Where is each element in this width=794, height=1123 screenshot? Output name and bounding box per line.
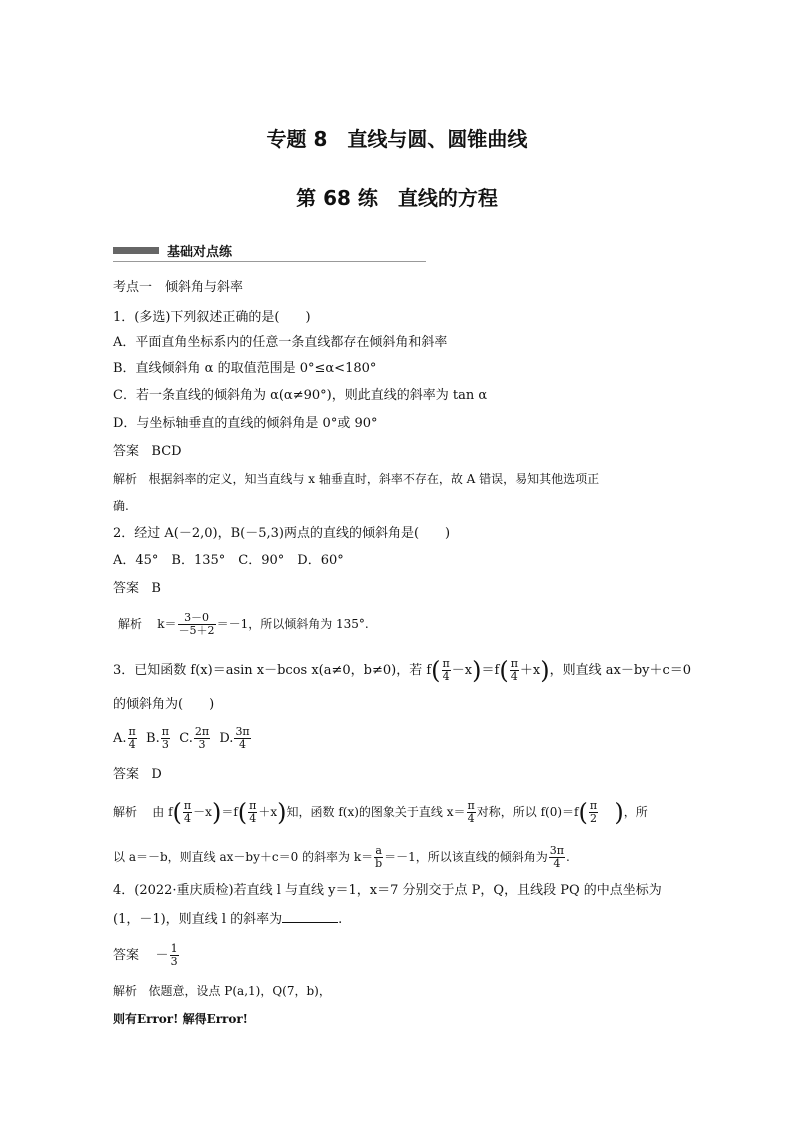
analysis-label: 解析 — [113, 805, 138, 819]
answer-label: 答案 — [113, 581, 140, 596]
answer-value: － $\frac{1}{3}$ — [155, 942, 178, 968]
q1-option-b: B．直线倾斜角 α 的取值范围是 0°≤α<180° — [113, 361, 377, 376]
chapter-title: 专题 8 直线与圆、圆锥曲线 — [266, 127, 528, 151]
q1-option-c: C．若一条直线的倾斜角为 α(α≠90°)，则此直线的斜率为 tan α — [113, 388, 488, 403]
analysis-text: 根据斜率的定义，知当直线与 x 轴垂直时，斜率不存在，故 A 错误，易知其他选项正 — [148, 472, 600, 486]
q1-option-a: A．平面直角坐标系内的任意一条直线都存在倾斜角和斜率 — [113, 335, 448, 350]
answer-label: 答案 — [113, 948, 140, 963]
answer-label: 答案 — [113, 767, 140, 782]
answer-label: 答案 — [113, 444, 140, 459]
answer-blank — [282, 910, 338, 923]
section-label: 基础对点练 — [167, 245, 233, 260]
q4-stem: 4．(2022·重庆质检)若直线 l 与直线 y＝1，x＝7 分别交于点 P，Q，且线段 PQ 的中点坐标为 — [113, 883, 662, 898]
q1-answer — [113, 443, 182, 461]
slope-fraction: $\frac{3-0}{-5+2}$ — [178, 611, 215, 637]
q3-analysis: 解析 由 f( $\frac{\pi}{4}$ －x)＝f( $\frac{\pi}{4}$ ＋x)知，函数 f(x)的图象关于直线 x＝ $\frac{\pi}{4}$ 对称，所以 f(0)＝f( $\frac{\pi}{2}$ )，所 — [113, 798, 648, 827]
q3-stem-cont: 的倾斜角为( ) — [113, 697, 215, 712]
q3-answer — [113, 766, 162, 784]
analysis-label: 解析 — [113, 984, 138, 998]
q4-analysis-cont: 则有Error! 解得Error! — [113, 1012, 248, 1026]
analysis-label: 解析 — [113, 472, 138, 486]
q4-stem-cont: (1，－1)，则直线 l 的斜率为 . — [113, 912, 343, 927]
q2-options: A．45° B．135° C．90° D．60° — [113, 553, 344, 568]
q3-stem: 3．已知函数 f(x)＝asin x－bcos x(a≠0，b≠0)，若 f( $\frac{\pi}{4}$ －x)＝f( $\frac{\pi}{4}$ ＋x)，则直线 ax－by＋c＝0 — [113, 656, 692, 685]
q1-option-d: D．与坐标轴垂直的直线的倾斜角是 0°或 90° — [113, 416, 378, 431]
answer-value: D — [151, 767, 162, 782]
q2-stem: 2．经过 A(－2,0)，B(－5,3)两点的直线的倾斜角是( ) — [113, 526, 451, 541]
answer-value: B — [151, 581, 161, 596]
q1-analysis — [113, 470, 599, 488]
q3-analysis-cont: 以 a＝－b，则直线 ax－by＋c＝0 的斜率为 k＝ $\frac{a}{b}$ ＝－1，所以该直线的倾斜角为 $\frac{3\pi}{4}$ . — [113, 844, 570, 870]
analysis-text: 依题意，设点 P(a,1)，Q(7，b)， — [148, 984, 331, 998]
q2-analysis — [118, 612, 369, 637]
answer-value: BCD — [151, 444, 182, 459]
q2-answer — [113, 580, 161, 598]
section-marker — [113, 247, 159, 254]
exercise-title: 第 68 练 直线的方程 — [296, 186, 498, 210]
section-underline — [113, 261, 426, 262]
q3-options: A. $\frac{\pi}{4}$ B. $\frac{\pi}{3}$ C. $\frac{2\pi}{3}$ D. $\frac{3\pi}{4}$ — [113, 725, 250, 751]
q4-analysis — [113, 982, 331, 1000]
analysis-text: ＝－1，所以倾斜角为 135°. — [216, 617, 369, 631]
q1-analysis-cont: 确. — [113, 499, 129, 513]
section-header — [113, 240, 426, 262]
q1-stem: 1．(多选)下列叙述正确的是( ) — [113, 310, 311, 325]
q4-answer — [113, 943, 180, 968]
analysis-label: 解析 — [118, 617, 143, 631]
k-expr: k＝ — [157, 617, 177, 631]
topic-heading: 考点一 倾斜角与斜率 — [113, 280, 244, 295]
